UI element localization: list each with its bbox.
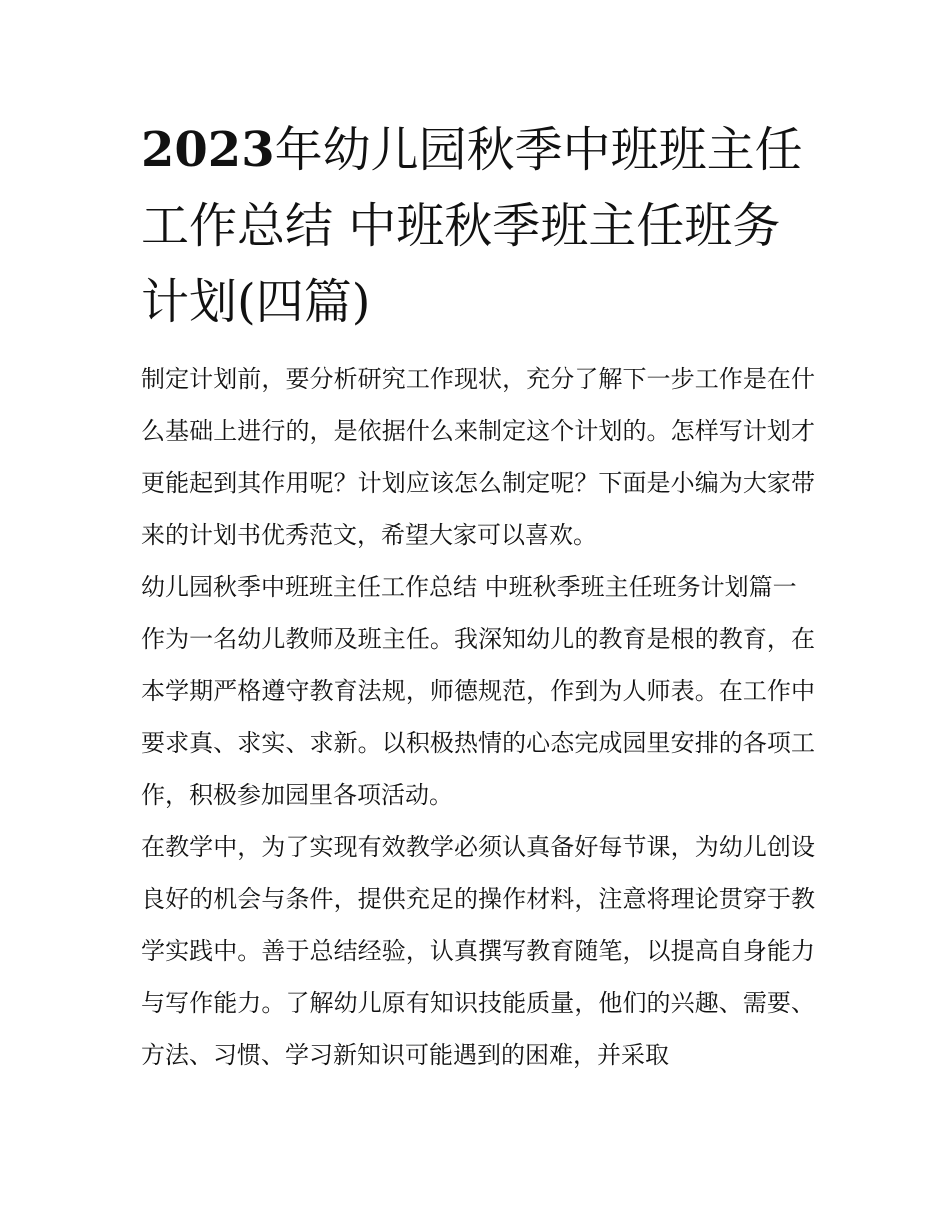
document-body xyxy=(141,353,815,1081)
title-year: 2023 xyxy=(141,122,275,178)
section-heading: 幼儿园秋季中班班主任工作总结 中班秋季班主任班务计划篇一 xyxy=(141,573,797,601)
paragraph-2: 在教学中，为了实现有效教学必须认真备好每节课，为幼儿创设良好的机会与条件，提供充足的操作材料，注意将理论贯穿于教学实践中。善于总结经验，认真撰写教育随笔，以提高自身能力与写作能力。了解幼儿原有知识技能质量，他们的兴趣、需要、方法、习惯、学习新知识可能遇到的困难，并采取 xyxy=(141,833,815,1069)
document-title xyxy=(141,112,813,340)
paragraph-intro: 制定计划前，要分析研究工作现状，充分了解下一步工作是在什么基础上进行的，是依据什么来制定这个计划的。怎样写计划才更能起到其作用呢？计划应该怎么制定呢？下面是小编为大家带来的计划书优秀范文，希望大家可以喜欢。 xyxy=(141,365,815,549)
title-text: 年幼儿园秋季中班班主任工作总结 中班秋季班主任班务计划(四篇) xyxy=(141,122,803,330)
paragraph-1: 作为一名幼儿教师及班主任。我深知幼儿的教育是根的教育，在本学期严格遵守教育法规，师德规范，作到为人师表。在工作中要求真、求实、求新。以积极热情的心态完成园里安排的各项工作，积极参加园里各项活动。 xyxy=(141,625,815,809)
